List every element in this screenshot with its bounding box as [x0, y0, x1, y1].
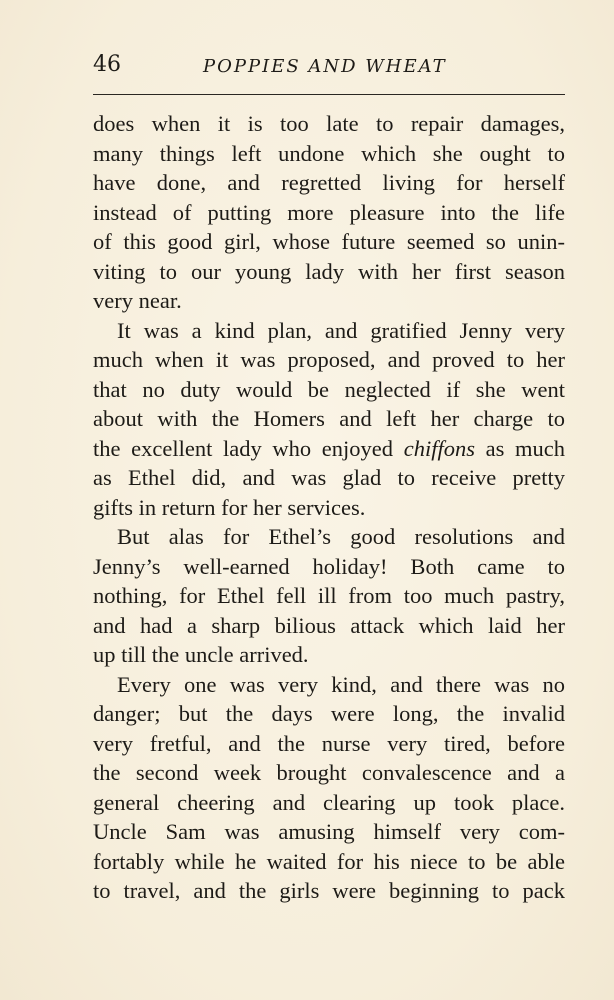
text-line: to travel, and the girls were beginning to pack [93, 878, 565, 903]
text-line: Uncle Sam was amusing himself very com- [93, 819, 565, 844]
header-rule [93, 94, 565, 95]
text-line: Every one was very kind, and there was no [117, 671, 565, 697]
text-line: does when it is too late to repair damages, [93, 111, 565, 136]
text-line: much when it was proposed, and proved to her [93, 347, 565, 372]
text-line: instead of putting more pleasure into the life [93, 199, 565, 225]
text-line: nothing, for Ethel fell ill from too much pastry, [93, 583, 565, 608]
text-line: gifts in return for her services. [93, 494, 366, 520]
text-segment: as much [485, 435, 566, 461]
page-number: 46 [93, 52, 121, 77]
text-line: But alas for Ethel’s good resolutions and [117, 524, 565, 549]
text-line: general cheering and clearing up took place. [93, 789, 565, 815]
text-line: very fretful, and the nurse very tired, before [93, 730, 565, 756]
text-line: about with the Homers and left her charge to [93, 406, 565, 431]
text-line: up till the uncle arrived. [93, 642, 309, 667]
text-line: the second week brought convalescence and a [93, 760, 565, 785]
text-line: and had a sharp bilious attack which laid her [93, 612, 565, 638]
text-line: of this good girl, whose future seemed so unin- [93, 229, 565, 254]
text-line: Jenny’s well-earned holiday! Both came to [93, 553, 565, 579]
text-line: that no duty would be neglected if she went [93, 376, 565, 402]
text-line: viting to our young lady with her first season [93, 258, 565, 284]
italic-word: chiffons [403, 435, 475, 461]
text-line: as Ethel did, and was glad to receive pretty [93, 465, 565, 490]
text-line-with-italic [93, 434, 565, 464]
text-line: It was a kind plan, and gratified Jenny very [117, 317, 565, 343]
text-line: many things left undone which she ought to [93, 140, 565, 166]
running-head [93, 52, 565, 82]
text-line: have done, and regretted living for herself [93, 170, 565, 195]
running-title: POPPIES AND WHEAT [203, 56, 447, 77]
text-line: fortably while he waited for his niece to be able [93, 848, 565, 874]
text-line: very near. [93, 288, 182, 313]
text-line: danger; but the days were long, the invalid [93, 701, 565, 726]
text-segment: the excellent lady who enjoyed [93, 435, 394, 461]
body-text [93, 109, 565, 906]
